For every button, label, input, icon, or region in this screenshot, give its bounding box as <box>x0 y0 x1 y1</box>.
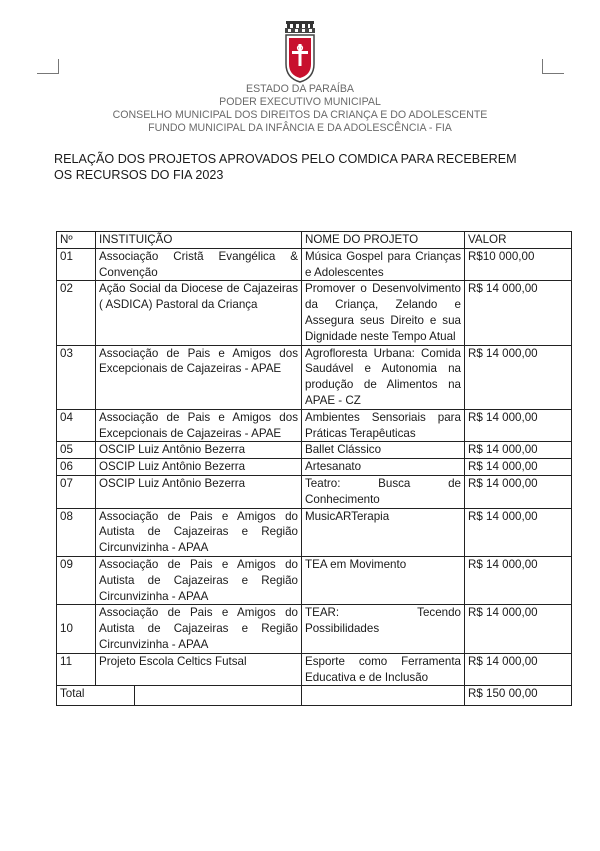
row-project: Música Gospel para Crianças e Adolescentes <box>302 248 465 281</box>
table-row <box>57 475 572 508</box>
table-row <box>57 556 572 604</box>
projects-table <box>56 231 572 706</box>
total-value: R$ 150 00,00 <box>465 686 572 706</box>
table-row <box>57 345 572 409</box>
row-project: Ambientes Sensoriais para Práticas Terapêuticas <box>302 409 465 442</box>
total-empty-cell <box>302 686 465 706</box>
column-header-value: VALOR <box>465 232 572 249</box>
row-institution: Associação Cristã Evangélica & Convenção <box>96 248 302 281</box>
row-institution: Associação de Pais e Amigos do Autista de Cajazeiras e Região Circunvizinha - APAA <box>96 556 302 604</box>
row-institution: Associação de Pais e Amigos dos Excepcionais de Cajazeiras - APAE <box>96 345 302 409</box>
table-row <box>57 281 572 345</box>
row-number: 11 <box>57 653 96 686</box>
row-number: 05 <box>57 442 96 459</box>
row-institution: OSCIP Luiz Antônio Bezerra <box>96 475 302 508</box>
column-header-institution: INSTITUIÇÃO <box>96 232 302 249</box>
table-row <box>57 459 572 476</box>
row-value: R$10 000,00 <box>465 248 572 281</box>
row-institution: Associação de Pais e Amigos do Autista de Cajazeiras e Região Circunvizinha - APAA <box>96 508 302 556</box>
row-value: R$ 14 000,00 <box>465 475 572 508</box>
row-institution: Associação de Pais e Amigos do Autista de Cajazeiras e Região Circunvizinha - APAA <box>96 605 302 653</box>
document-header <box>0 83 600 135</box>
table-row <box>57 409 572 442</box>
header-state: ESTADO DA PARAÍBA <box>246 83 354 95</box>
row-institution: Ação Social da Diocese de Cajazeiras ( ASDICA) Pastoral da Criança <box>96 281 302 345</box>
row-project: Esporte como Ferramenta Educativa e de Inclusão <box>302 653 465 686</box>
table-row <box>57 442 572 459</box>
row-project: Teatro: Busca de Conhecimento <box>302 475 465 508</box>
row-number: 04 <box>57 409 96 442</box>
row-project: Artesanato <box>302 459 465 476</box>
row-number: 09 <box>57 556 96 604</box>
row-institution: Associação de Pais e Amigos dos Excepcionais de Cajazeiras - APAE <box>96 409 302 442</box>
row-value: R$ 14 000,00 <box>465 653 572 686</box>
row-value: R$ 14 000,00 <box>465 508 572 556</box>
row-project: Ballet Clássico <box>302 442 465 459</box>
column-header-number: Nº <box>57 232 96 249</box>
crop-mark-left <box>37 73 59 74</box>
row-value: R$ 14 000,00 <box>465 345 572 409</box>
table-row <box>57 653 572 686</box>
row-value: R$ 14 000,00 <box>465 442 572 459</box>
coat-of-arms-icon <box>283 20 317 84</box>
row-value: R$ 14 000,00 <box>465 409 572 442</box>
crop-mark-right <box>542 73 564 74</box>
row-number: 02 <box>57 281 96 345</box>
row-institution: OSCIP Luiz Antônio Bezerra <box>96 442 302 459</box>
row-institution: OSCIP Luiz Antônio Bezerra <box>96 459 302 476</box>
table-header-row <box>57 232 572 249</box>
row-number: 06 <box>57 459 96 476</box>
header-council: CONSELHO MUNICIPAL DOS DIREITOS DA CRIANÇA E DO ADOLESCENTE <box>112 109 488 121</box>
column-header-project: NOME DO PROJETO <box>302 232 465 249</box>
row-project: TEAR: Tecendo Possibilidades <box>302 605 465 653</box>
document-title <box>54 151 554 183</box>
row-number: 03 <box>57 345 96 409</box>
title-line-2: OS RECURSOS DO FIA 2023 <box>54 168 224 182</box>
title-line-1: RELAÇÃO DOS PROJETOS APROVADOS PELO COMDICA PARA RECEBEREM <box>54 152 517 166</box>
row-value: R$ 14 000,00 <box>465 556 572 604</box>
table-row <box>57 508 572 556</box>
header-executive: PODER EXECUTIVO MUNICIPAL <box>219 96 381 108</box>
row-project: Agrofloresta Urbana: Comida Saudável e Autonomia na produção de Alimentos na APAE - CZ <box>302 345 465 409</box>
row-value: R$ 14 000,00 <box>465 605 572 653</box>
row-number: 01 <box>57 248 96 281</box>
table-row <box>57 605 572 653</box>
total-row <box>57 686 572 706</box>
row-number: 07 <box>57 475 96 508</box>
table-row <box>57 248 572 281</box>
header-fund: FUNDO MUNICIPAL DA INFÂNCIA E DA ADOLESCÊNCIA - FIA <box>148 122 452 134</box>
row-project: Promover o Desenvolvimento da Criança, Zelando e Assegura seus Direito e sua Dignidade neste Tempo Atual <box>302 281 465 345</box>
row-number: 10 <box>57 605 96 653</box>
row-value: R$ 14 000,00 <box>465 281 572 345</box>
row-project: MusicARTerapia <box>302 508 465 556</box>
row-value: R$ 14 000,00 <box>465 459 572 476</box>
row-institution: Projeto Escola Celtics Futsal <box>96 653 302 686</box>
row-number: 08 <box>57 508 96 556</box>
total-label-cell <box>57 686 302 706</box>
row-project: TEA em Movimento <box>302 556 465 604</box>
total-label: Total <box>57 686 135 705</box>
